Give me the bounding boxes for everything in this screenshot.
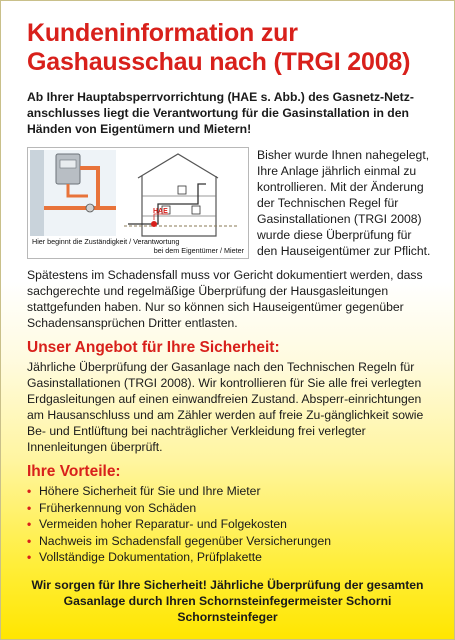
paragraph-damage-case: Spätestens im Schadensfall muss vor Gericht dokumentiert werden, dass sachgerechte und regelmäßige Überprüfung der Hausgasleitungen stattgefunden haben. Nur so können sich Hauseigentümer gegenüber Schadensansprüchen Dritter entlasten. bbox=[27, 268, 423, 330]
valve-icon bbox=[86, 204, 94, 212]
gas-installation-diagram bbox=[27, 147, 249, 259]
meter-display bbox=[60, 160, 76, 168]
benefits-heading: Ihre Vorteile: bbox=[27, 463, 121, 480]
diagram-caption bbox=[32, 237, 244, 255]
page-title: Kundeninformation zur Gashausschau nach (TRGI 2008) bbox=[27, 19, 411, 76]
house-gas-line bbox=[128, 184, 206, 224]
list-item bbox=[27, 516, 432, 533]
footer-statement: Wir sorgen für Ihre Sicherheit! Jährliche Überprüfung der gesamten Gasanlage durch Ihren Schornsteinfegermeister Schorni Schornsteinfeger bbox=[31, 578, 424, 624]
caption-line-1: Hier beginnt die Zuständigkeit / Verantwortung bbox=[32, 237, 180, 246]
hae-label: HAE bbox=[153, 208, 168, 215]
list-item-text: Früherkennung von Schäden bbox=[39, 500, 197, 515]
list-item-text: Vollständige Dokumentation, Prüfplakette bbox=[39, 550, 262, 564]
benefits-list bbox=[27, 483, 432, 566]
bullet-icon: • bbox=[27, 550, 32, 564]
offer-text: Jährliche Überprüfung der Gasanlage nach den Technischen Regeln für Gasinstallationen (TRGI 2008). Wir kontrollieren für Sie alle frei verlegten Erdgasleitungen auf einen einwandfreien Zustand. Absperr-einrichtungen am Hausanschluss und am Zähler werden auf freie Zu-gänglichkeit sowie Be- und Entlüftung bei nachträglicher Verkleidung frei verlegter Innenleitungen überprüft. bbox=[27, 360, 424, 454]
bullet-icon: • bbox=[27, 533, 32, 548]
list-item-text: Nachweis im Schadensfall gegenüber Versicherungen bbox=[39, 533, 331, 548]
hae-marker bbox=[151, 221, 157, 227]
list-item bbox=[27, 549, 432, 566]
list-item bbox=[27, 533, 432, 550]
list-item-text: Höhere Sicherheit für Sie und Ihre Mieter bbox=[39, 484, 261, 498]
intro-text: Ab Ihrer Hauptabsperrvorrichtung (HAE s. Abb.) des Gasnetz-Netz-anschlusses liegt die Verantwortung für die Gasinstallation in den Händen von Eigentümern und Mietern! bbox=[27, 90, 414, 136]
bullet-icon: • bbox=[27, 500, 32, 515]
caption-line-2: bei dem Eigentümer / Mieter bbox=[153, 246, 244, 255]
appliance-icon bbox=[178, 186, 186, 194]
list-item bbox=[27, 483, 432, 500]
appliance-small-icon bbox=[192, 206, 200, 214]
list-item bbox=[27, 500, 432, 517]
bullet-icon: • bbox=[27, 517, 32, 531]
list-item-text: Vermeiden hoher Reparatur- und Folgekosten bbox=[39, 517, 287, 531]
wall-segment bbox=[30, 150, 44, 236]
figure-row bbox=[27, 147, 432, 259]
offer-heading: Unser Angebot für Ihre Sicherheit: bbox=[27, 339, 280, 356]
gas-meter-icon bbox=[56, 154, 80, 184]
house-walls bbox=[142, 176, 216, 236]
house-roof bbox=[138, 154, 218, 178]
bullet-icon: • bbox=[27, 484, 32, 498]
side-text: Bisher wurde Ihnen nahegelegt, Ihre Anlage jährlich einmal zu kontrollieren. Mit der Änderung der Technischen Regel für Gasinstallationen (TRGI 2008) wurde diese Überprüfung für den Hauseigentümer zur Pflicht. bbox=[257, 148, 431, 258]
